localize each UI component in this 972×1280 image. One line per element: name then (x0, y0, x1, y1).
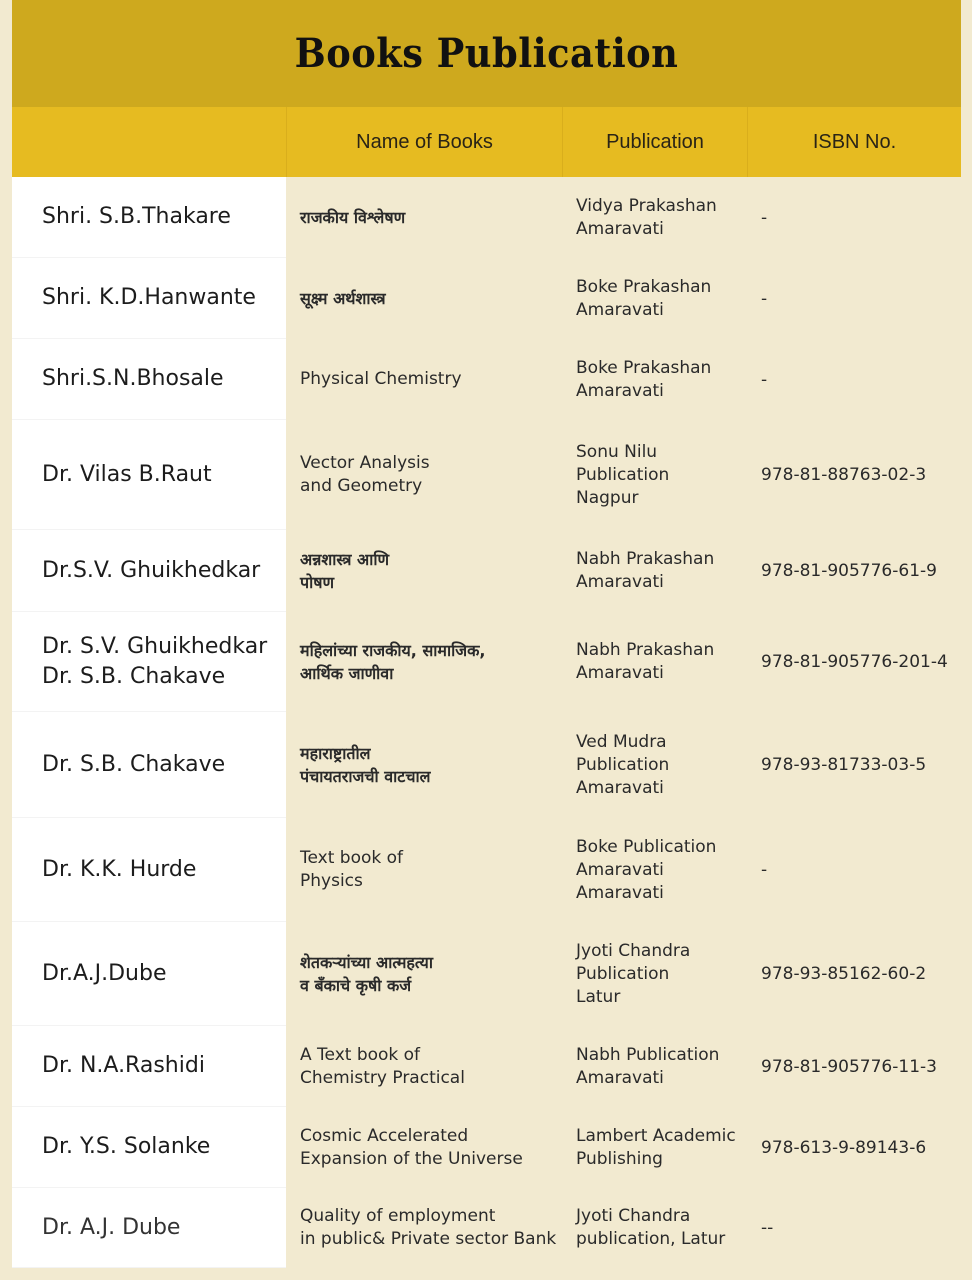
author-cell: Dr. A.J. Dube (12, 1188, 286, 1268)
isbn-cell: - (761, 860, 768, 880)
book-name-cell: महिलांच्या राजकीय, सामाजिक, आर्थिक जाणीवा (300, 641, 486, 683)
table-row (12, 1026, 961, 1107)
book-name-cell: Vector Analysis and Geometry (300, 453, 430, 496)
isbn-cell: -- (761, 1218, 774, 1238)
book-name-cell: Quality of employment in public& Private sector Bank (300, 1206, 557, 1249)
book-name-cell: अन्नशास्त्र आणि पोषण (300, 550, 390, 592)
author-cell: Dr. N.A.Rashidi (12, 1026, 286, 1107)
book-name-cell: Text book of Physics (300, 848, 404, 891)
publication-cell: Nabh Prakashan Amaravati (576, 640, 715, 683)
table-row (12, 818, 961, 922)
publication-cell: Sonu Nilu Publication Nagpur (576, 441, 670, 508)
table-row (12, 258, 961, 339)
book-name-cell: Cosmic Accelerated Expansion of the Universe (300, 1125, 523, 1169)
isbn-cell: 978-81-905776-61-9 (761, 561, 937, 581)
author-cell: Dr. Y.S. Solanke (12, 1107, 286, 1188)
table-row (12, 339, 961, 420)
author-cell: Dr. S.V. Ghuikhedkar Dr. S.B. Chakave (12, 612, 286, 712)
author-cell: Dr. K.K. Hurde (12, 818, 286, 922)
table-row (12, 612, 961, 712)
isbn-cell: 978-613-9-89143-6 (761, 1137, 927, 1158)
publication-cell: Lambert Academic Publishing (576, 1125, 736, 1169)
author-cell: Dr. S.B. Chakave (12, 712, 286, 818)
book-name-cell: महाराष्ट्रातील पंचायतराजची वाटचाल (300, 744, 431, 786)
table-row (12, 1107, 961, 1188)
isbn-cell: 978-93-81733-03-5 (761, 755, 927, 775)
author-cell: Shri. K.D.Hanwante (12, 258, 286, 339)
publication-cell: Vidya Prakashan Amaravati (576, 195, 717, 239)
table-row (12, 712, 961, 818)
author-cell: Shri. S.B.Thakare (12, 177, 286, 258)
publication-cell: Boke Publication Amaravati Amaravati (576, 836, 717, 903)
book-name-cell: A Text book of Chemistry Practical (300, 1044, 465, 1088)
book-name-cell: शेतकऱ्यांच्या आत्महत्या व बँकाचे कृषी कर्ज (300, 953, 433, 995)
table-row (12, 1188, 961, 1268)
header-isbn: ISBN No. (747, 107, 961, 177)
publication-cell: Ved Mudra Publication Amaravati (576, 731, 670, 798)
table-row (12, 530, 961, 612)
isbn-cell: 978-81-905776-201-4 (761, 652, 948, 672)
isbn-cell: - (761, 288, 768, 309)
author-cell: Shri.S.N.Bhosale (12, 339, 286, 420)
table-body (12, 177, 961, 1268)
books-publication-table (12, 0, 961, 1268)
title-band (12, 0, 961, 107)
publication-cell: Boke Prakashan Amaravati (576, 357, 712, 401)
author-cell: Dr. Vilas B.Raut (12, 420, 286, 530)
publication-cell: Boke Prakashan Amaravati (576, 276, 712, 320)
isbn-cell: 978-81-88763-02-3 (761, 465, 927, 485)
author-cell: Dr.S.V. Ghuikhedkar (12, 530, 286, 612)
book-name-cell: Physical Chemistry (300, 369, 462, 389)
book-name-cell: राजकीय विश्लेषण (300, 208, 406, 227)
book-name-cell: सूक्ष्म अर्थशास्त्र (300, 289, 386, 308)
publication-cell: Jyoti Chandra Publication Latur (576, 940, 691, 1007)
header-author (12, 107, 286, 177)
table-row (12, 177, 961, 258)
isbn-cell: 978-81-905776-11-3 (761, 1056, 937, 1077)
header-book-name: Name of Books (286, 107, 562, 177)
page-title: Books Publication (294, 30, 679, 77)
isbn-cell: 978-93-85162-60-2 (761, 964, 927, 984)
table-header (12, 107, 961, 177)
isbn-cell: - (761, 207, 768, 228)
publication-cell: Jyoti Chandra publication, Latur (576, 1206, 726, 1249)
isbn-cell: - (761, 369, 768, 390)
table-row (12, 420, 961, 530)
publication-cell: Nabh Prakashan Amaravati (576, 549, 715, 592)
author-cell: Dr.A.J.Dube (12, 922, 286, 1026)
publication-cell: Nabh Publication Amaravati (576, 1044, 720, 1088)
table-row (12, 922, 961, 1026)
header-publication: Publication (562, 107, 747, 177)
